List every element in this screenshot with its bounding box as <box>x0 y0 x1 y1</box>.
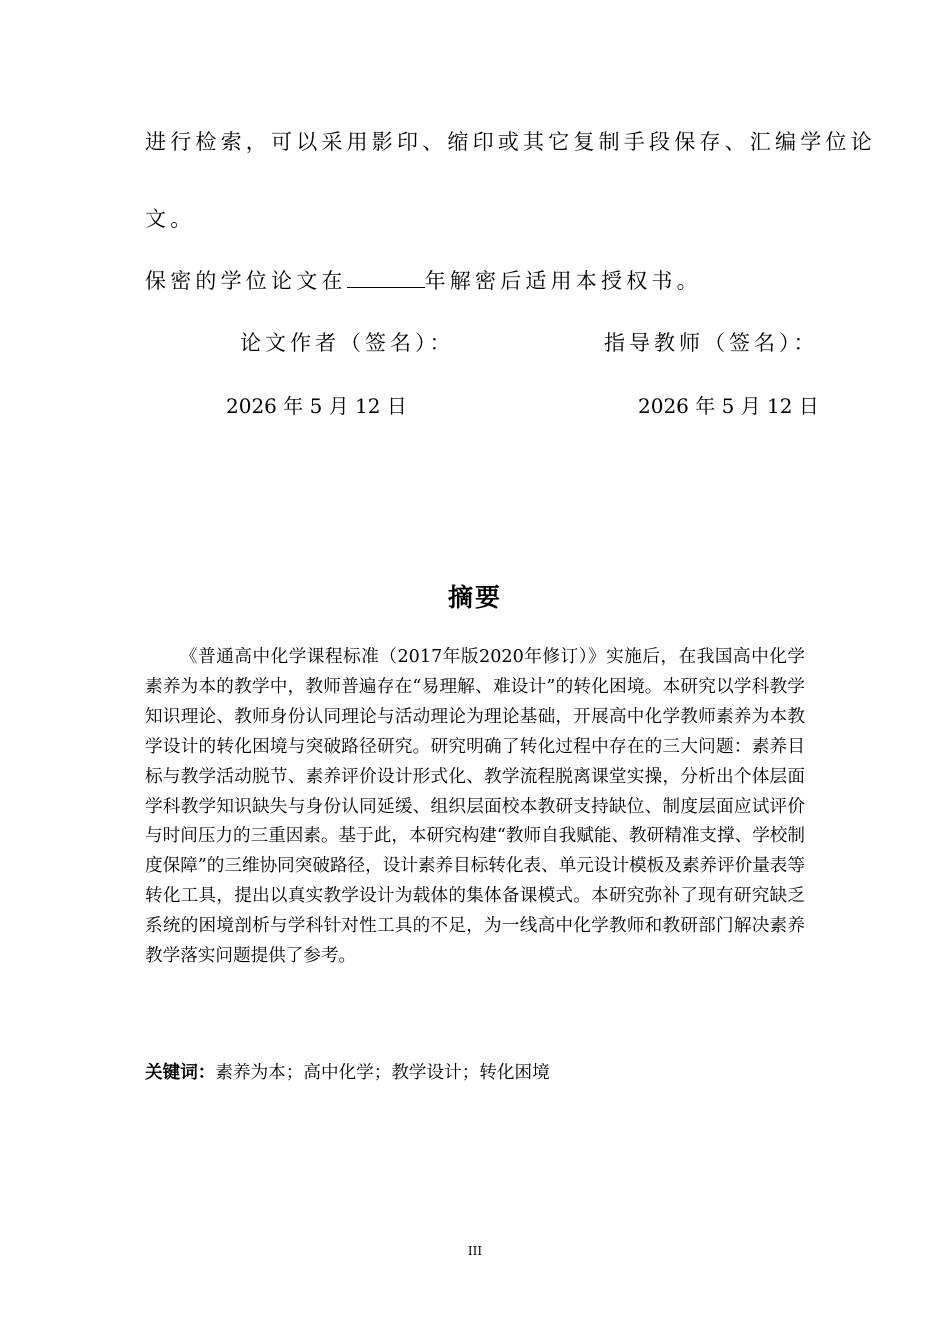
keywords-line <box>145 1059 805 1084</box>
keywords-list: 素养为本；高中化学；教学设计；转化困境 <box>215 1063 550 1083</box>
confidential-prefix: 保密的学位论文在 <box>145 269 347 293</box>
abstract-body: 《普通高中化学课程标准（2017年版2020年修订）》实施后，在我国高中化学素养为本的教学中，教师普遍存在“易理解、难设计”的转化困境。本研究以学科教学知识理论、教师身份认同理论与活动理论为理论基础，开展高中化学教师素养为本教学设计的转化困境与突破路径研究。研究明确了转化过程中存在的三大问题：素养目标与教学活动脱节、素养评价设计形式化、教学流程脱离课堂实操，分析出个体层面学科教学知识缺失与身份认同延缓、组织层面校本教研支持缺位、制度层面应试评价与时间压力的三重因素。基于此，本研究构建“教师自我赋能、教研精准支撑、学校制度保障”的三维协同突破路径，设计素养目标转化表、单元设计模板及素养评价量表等转化工具，提出以真实教学设计为载体的集体备课模式。本研究弥补了现有研究缺乏系统的困境剖析与学科针对性工具的不足，为一线高中化学教师和教研部门解决素养教学落实问题提供了参考。 <box>145 647 805 967</box>
abstract-title: 摘要 <box>447 583 502 612</box>
author-date: 2026 年 5 月 12 日 <box>226 394 407 418</box>
author-signature-label: 论文作者（签名）： <box>240 331 455 355</box>
confidential-suffix: 年解密后适用本授权书。 <box>424 269 702 293</box>
page-number: III <box>467 1244 483 1258</box>
keywords-label: 关键词： <box>145 1063 216 1083</box>
authorization-text-line-1: 进行检索，可以采用影印、缩印或其它复制手段保存、汇编学位论 <box>145 130 876 154</box>
advisor-date: 2026 年 5 月 12 日 <box>638 394 819 418</box>
year-blank <box>347 269 425 288</box>
confidential-statement <box>145 265 805 295</box>
advisor-signature-label: 指导教师（签名）： <box>604 331 819 355</box>
authorization-text-line-2: 文。 <box>145 207 196 231</box>
